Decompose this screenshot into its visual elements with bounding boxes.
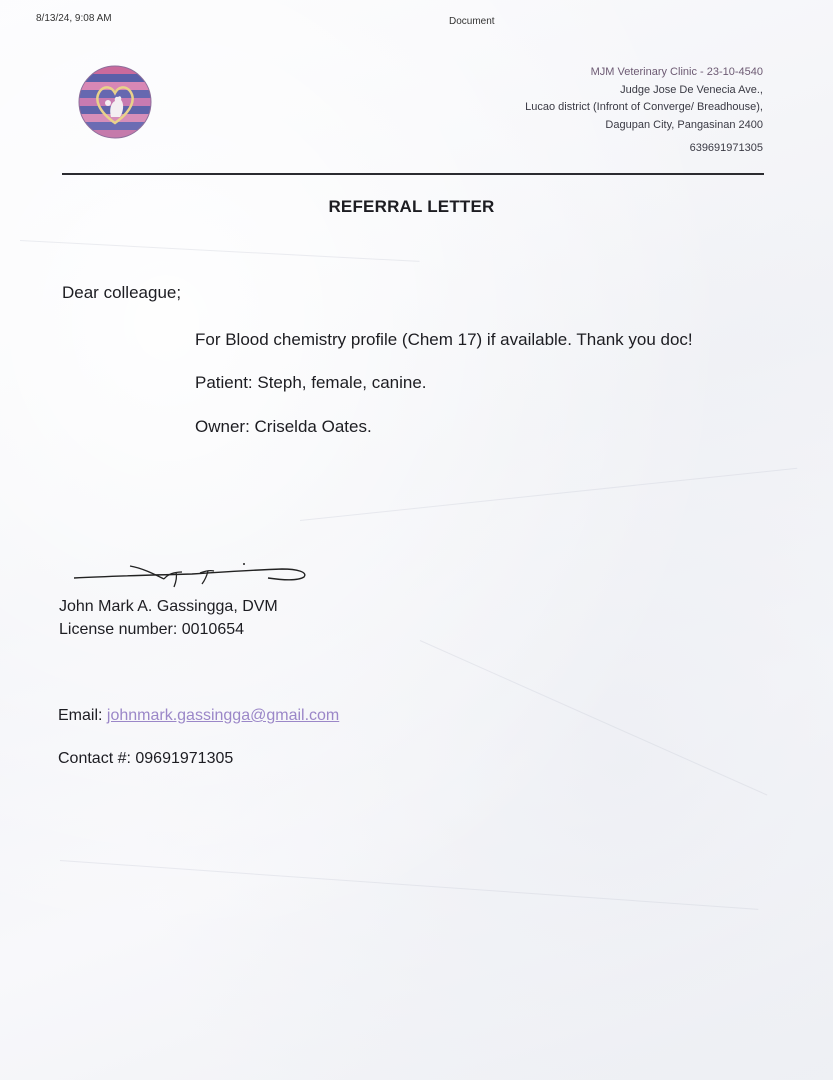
clinic-address-line-2: Lucao district (Infront of Converge/ Breadhouse), [525,101,763,113]
license-number: License number: 0010654 [59,621,245,638]
print-timestamp: 8/13/24, 9:08 AM [36,13,112,24]
contact-number: Contact #: 09691971305 [58,750,234,767]
email-label: Email: [58,707,103,724]
signer-name: John Mark A. Gassingga, DVM [59,598,278,615]
owner-line: Owner: Criselda Oates. [195,417,372,436]
print-document-label: Document [449,16,495,27]
email-link[interactable]: johnmark.gassingga@gmail.com [106,707,340,724]
patient-line: Patient: Steph, female, canine. [195,373,427,392]
clinic-address-line-3: Dagupan City, Pangasinan 2400 [605,118,763,131]
request-line: For Blood chemistry profile (Chem 17) if available. Thank you doc! [195,330,693,349]
clinic-name: MJM Veterinary Clinic - 23-10-4540 [590,66,763,78]
email-row [58,707,339,725]
header-divider [62,173,764,175]
clinic-logo-icon [78,65,152,139]
handwritten-signature [72,556,312,590]
salutation: Dear colleague; [62,283,182,302]
clinic-header [525,64,763,158]
letter-title: REFERRAL LETTER [328,197,495,216]
clinic-address-line-1: Judge Jose De Venecia Ave., [620,83,763,96]
signer-block [59,595,278,641]
clinic-phone: 639691971305 [689,142,763,154]
